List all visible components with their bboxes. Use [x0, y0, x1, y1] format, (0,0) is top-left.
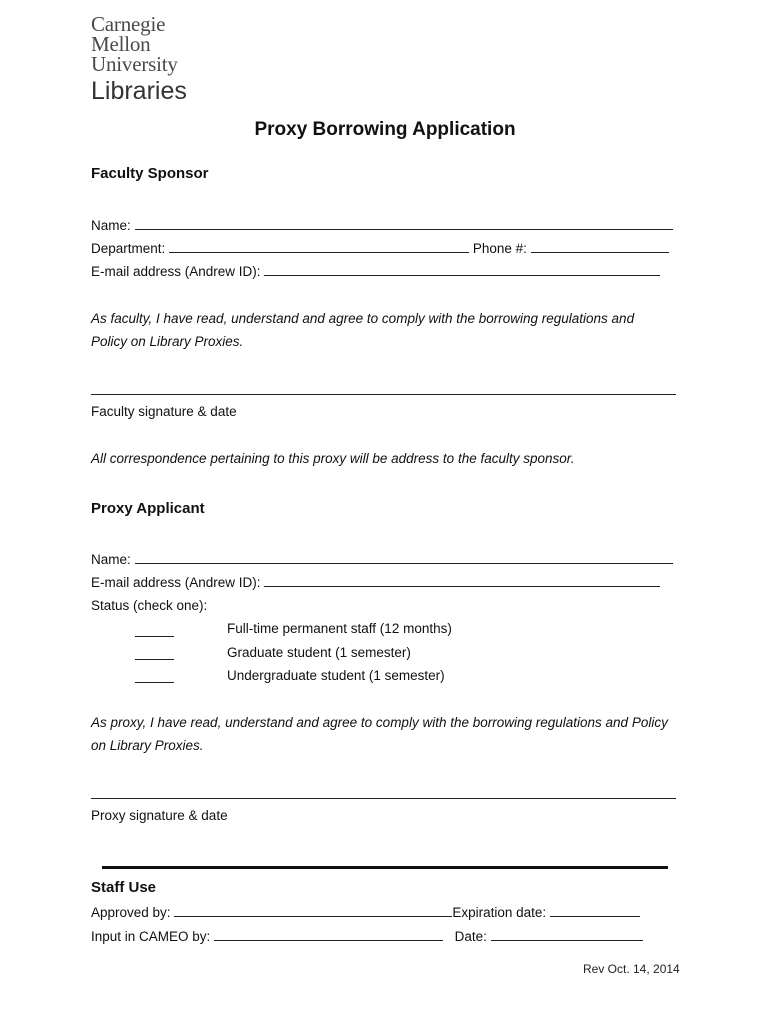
correspondence-note: All correspondence pertaining to this proxy will be address to the faculty sponsor. [91, 451, 575, 466]
revision-note: Rev Oct. 14, 2014 [583, 962, 680, 976]
staff-section-divider [102, 866, 668, 869]
expiration-date-label: Expiration date: [452, 905, 547, 920]
faculty-department-field[interactable] [169, 240, 469, 253]
proxy-signature-label: Proxy signature & date [91, 808, 228, 823]
proxy-name-label: Name: [91, 552, 131, 567]
logo-line-carnegie: Carnegie [91, 12, 166, 36]
date-label: Date: [454, 929, 487, 944]
logo-line-mellon: Mellon [91, 32, 151, 56]
faculty-signature-label: Faculty signature & date [91, 404, 237, 419]
status-option: Graduate student (1 semester) [227, 645, 411, 660]
faculty-email-field[interactable] [264, 263, 660, 276]
cameo-field[interactable] [214, 928, 443, 941]
status-option: Full-time permanent staff (12 months) [227, 621, 452, 636]
status-option: Undergraduate student (1 semester) [227, 668, 445, 683]
cameo-row [91, 928, 643, 944]
status-checkbox-line[interactable] [135, 682, 174, 683]
faculty-name-field[interactable] [135, 217, 673, 230]
proxy-name-row [91, 551, 673, 567]
cameo-label: Input in CAMEO by: [91, 929, 211, 944]
faculty-name-label: Name: [91, 218, 131, 233]
faculty-email-row [91, 263, 660, 279]
status-label: Status (check one): [91, 598, 208, 613]
status-checkbox-line[interactable] [135, 636, 174, 637]
faculty-agreement-line1: As faculty, I have read, understand and agree to comply with the borrowing regulations and [91, 311, 635, 326]
proxy-agreement-line1: As proxy, I have read, understand and agree to comply with the borrowing regulations and Policy [91, 715, 668, 730]
approved-by-field[interactable] [174, 904, 452, 917]
approved-by-label: Approved by: [91, 905, 171, 920]
faculty-email-label: E-mail address (Andrew ID): [91, 264, 261, 279]
faculty-agreement-line2: Policy on Library Proxies. [91, 334, 244, 349]
proxy-email-label: E-mail address (Andrew ID): [91, 575, 261, 590]
page-title: Proxy Borrowing Application [254, 119, 516, 140]
logo-line-libraries: Libraries [91, 77, 187, 105]
cmu-libraries-logo [91, 14, 187, 105]
proxy-signature-line[interactable] [91, 798, 676, 799]
faculty-name-row [91, 217, 673, 233]
faculty-department-label: Department: [91, 241, 166, 256]
faculty-department-row [91, 240, 669, 256]
faculty-phone-field[interactable] [531, 240, 669, 253]
staff-use-heading: Staff Use [91, 879, 157, 896]
expiration-date-field[interactable] [550, 904, 640, 917]
proxy-email-row [91, 574, 660, 590]
faculty-phone-label: Phone #: [472, 241, 527, 256]
logo-line-university: University [91, 52, 178, 76]
date-field[interactable] [491, 928, 643, 941]
faculty-sponsor-heading: Faculty Sponsor [91, 165, 209, 182]
proxy-agreement-line2: on Library Proxies. [91, 738, 204, 753]
approved-row [91, 904, 640, 920]
proxy-email-field[interactable] [264, 574, 660, 587]
proxy-name-field[interactable] [135, 551, 673, 564]
faculty-signature-line[interactable] [91, 394, 676, 395]
proxy-applicant-heading: Proxy Applicant [91, 500, 205, 517]
status-checkbox-line[interactable] [135, 659, 174, 660]
